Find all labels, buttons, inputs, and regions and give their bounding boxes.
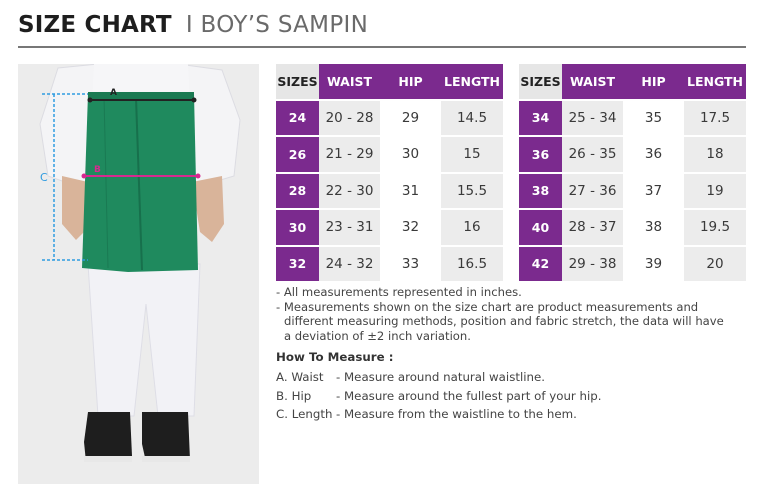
header-length: LENGTH bbox=[441, 64, 503, 101]
waist-cell: 25 - 34 bbox=[562, 101, 623, 138]
length-cell: 17.5 bbox=[684, 101, 746, 138]
hip-cell: 33 bbox=[380, 247, 441, 284]
size-table-small bbox=[276, 64, 503, 283]
waist-cell: 29 - 38 bbox=[562, 247, 623, 284]
waist-cell: 22 - 30 bbox=[319, 174, 380, 211]
header-length: LENGTH bbox=[684, 64, 746, 101]
length-cell: 15 bbox=[441, 137, 503, 174]
length-cell: 16 bbox=[441, 210, 503, 247]
table-row bbox=[519, 247, 746, 284]
hip-cell: 39 bbox=[623, 247, 684, 284]
size-cell: 40 bbox=[519, 210, 562, 247]
note-line: - All measurements represented in inches. bbox=[276, 285, 522, 299]
size-cell: 36 bbox=[519, 137, 562, 174]
length-cell: 20 bbox=[684, 247, 746, 284]
hip-cell: 32 bbox=[380, 210, 441, 247]
hip-cell: 31 bbox=[380, 174, 441, 211]
length-cell: 16.5 bbox=[441, 247, 503, 284]
size-cell: 32 bbox=[276, 247, 319, 284]
header-hip: HIP bbox=[380, 64, 441, 101]
note-line: a deviation of ±2 inch variation. bbox=[284, 328, 471, 343]
title-divider bbox=[18, 46, 746, 48]
note-line: different measuring methods, position and fabric stretch, the data will have bbox=[284, 314, 724, 328]
measurement-notes bbox=[276, 285, 746, 343]
waist-cell: 28 - 37 bbox=[562, 210, 623, 247]
how-to-label: A. Waist bbox=[276, 370, 324, 384]
waist-cell: 21 - 29 bbox=[319, 137, 380, 174]
marker-b: B bbox=[94, 165, 101, 175]
note-line: - Measurements shown on the size chart are product measurements and bbox=[276, 299, 699, 314]
header-sizes: SIZES bbox=[519, 64, 562, 101]
how-to-heading: How To Measure : bbox=[276, 350, 394, 364]
table-row bbox=[519, 137, 746, 174]
length-cell: 15.5 bbox=[441, 174, 503, 211]
how-to-label: B. Hip bbox=[276, 388, 312, 403]
title-main: SIZE CHART bbox=[18, 12, 172, 38]
size-cell: 24 bbox=[276, 101, 319, 138]
length-cell: 19 bbox=[684, 174, 746, 211]
how-to-measure bbox=[276, 350, 602, 426]
hip-cell: 37 bbox=[623, 174, 684, 211]
product-photo bbox=[18, 64, 259, 484]
header-sizes: SIZES bbox=[276, 64, 319, 101]
length-cell: 18 bbox=[684, 137, 746, 174]
waist-cell: 24 - 32 bbox=[319, 247, 380, 284]
boy-sampin-illustration bbox=[18, 64, 259, 484]
length-cell: 19.5 bbox=[684, 210, 746, 247]
table-row bbox=[519, 210, 746, 247]
how-to-item bbox=[276, 389, 602, 408]
how-to-desc: - Measure around the fullest part of your hip. bbox=[336, 388, 602, 403]
size-table-large bbox=[519, 64, 746, 283]
table-row bbox=[519, 101, 746, 138]
header-waist: WAIST bbox=[319, 64, 380, 101]
table-row bbox=[276, 101, 503, 138]
header-hip: HIP bbox=[623, 64, 684, 101]
table-header-row bbox=[276, 64, 503, 101]
hip-cell: 35 bbox=[623, 101, 684, 138]
size-cell: 28 bbox=[276, 174, 319, 211]
size-cell: 42 bbox=[519, 247, 562, 284]
table-row bbox=[276, 174, 503, 211]
waist-cell: 20 - 28 bbox=[319, 101, 380, 138]
header-waist: WAIST bbox=[562, 64, 623, 101]
size-cell: 26 bbox=[276, 137, 319, 174]
size-cell: 30 bbox=[276, 210, 319, 247]
how-to-desc: - Measure around natural waistline. bbox=[336, 370, 546, 384]
table-row bbox=[276, 210, 503, 247]
table-row bbox=[276, 247, 503, 284]
table-row bbox=[276, 137, 503, 174]
table-header-row bbox=[519, 64, 746, 101]
waist-cell: 23 - 31 bbox=[319, 210, 380, 247]
size-cell: 34 bbox=[519, 101, 562, 138]
hip-cell: 36 bbox=[623, 137, 684, 174]
how-to-desc: - Measure from the waistline to the hem. bbox=[336, 407, 577, 421]
marker-a: A bbox=[110, 88, 117, 98]
how-to-item bbox=[276, 370, 602, 389]
waist-cell: 27 - 36 bbox=[562, 174, 623, 211]
hip-cell: 38 bbox=[623, 210, 684, 247]
marker-c: C bbox=[40, 171, 48, 184]
how-to-item bbox=[276, 407, 602, 426]
size-cell: 38 bbox=[519, 174, 562, 211]
length-cell: 14.5 bbox=[441, 101, 503, 138]
table-row bbox=[519, 174, 746, 211]
how-to-label: C. Length bbox=[276, 407, 333, 421]
page-title bbox=[18, 12, 368, 46]
hip-cell: 29 bbox=[380, 101, 441, 138]
hip-cell: 30 bbox=[380, 137, 441, 174]
waist-cell: 26 - 35 bbox=[562, 137, 623, 174]
title-sub: I BOY’S SAMPIN bbox=[185, 12, 369, 38]
